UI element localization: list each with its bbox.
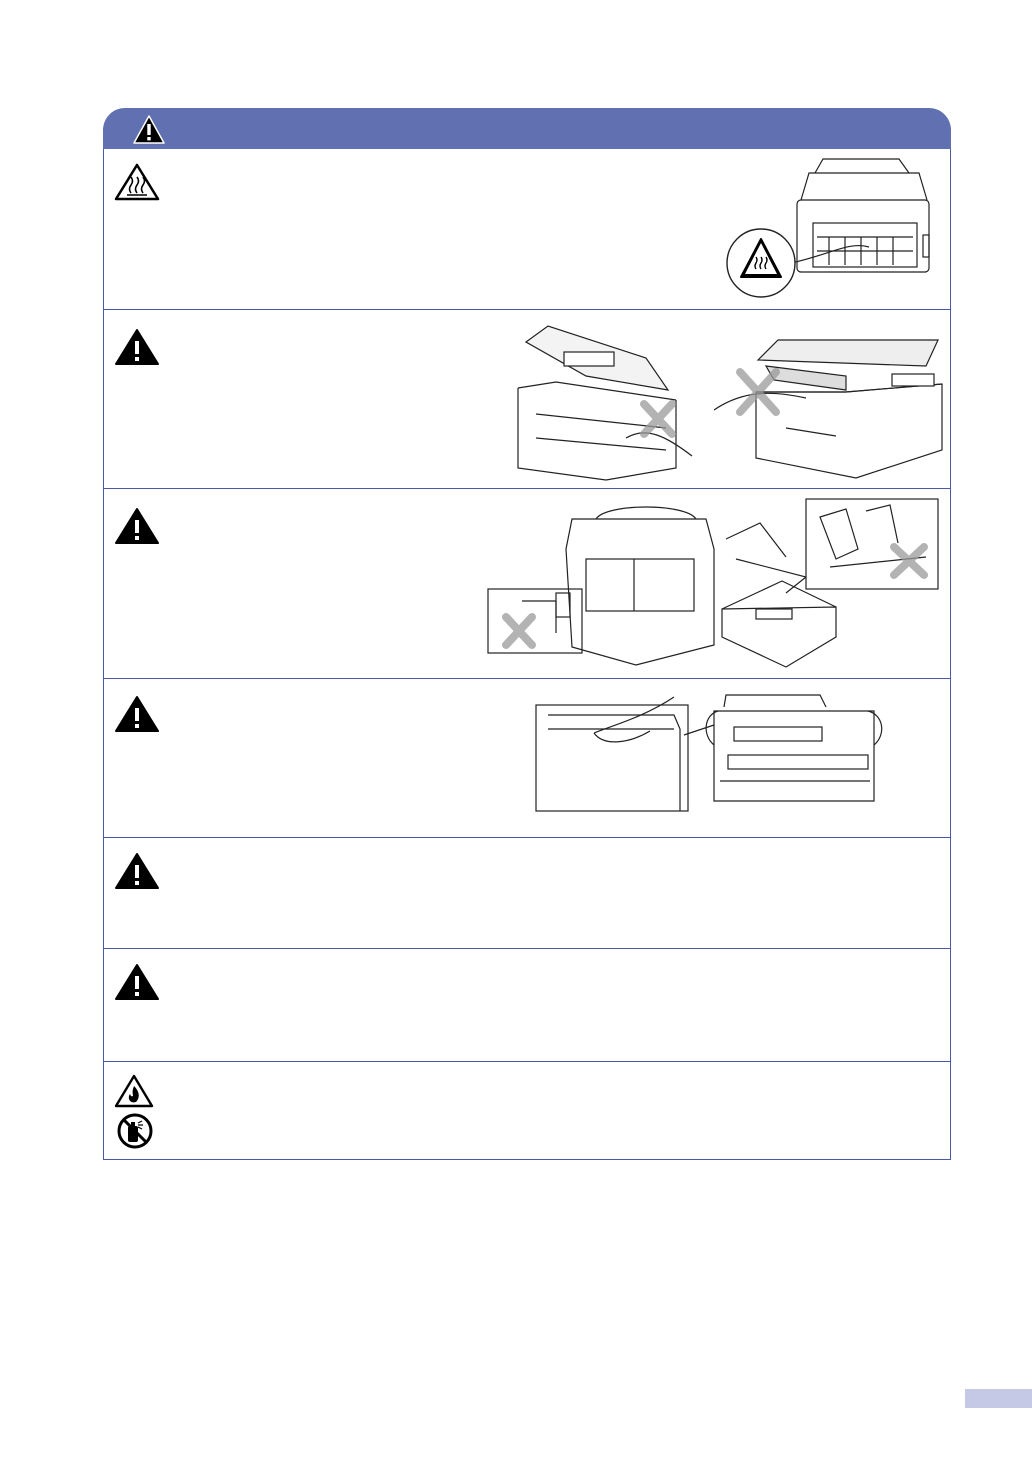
section-warning-6 (104, 949, 950, 1062)
section-fire-and-spray (104, 1062, 950, 1158)
section-adf-hazard (104, 489, 950, 679)
section-hot-surface (104, 149, 950, 310)
page-number-tab (965, 1389, 1032, 1408)
scanner-cover-pinch-illustration (496, 318, 946, 484)
warning-icon (133, 115, 165, 144)
no-spray-icon (116, 1112, 154, 1150)
warning-header-bar (103, 108, 951, 150)
warning-icon (114, 963, 160, 1001)
warning-panel (103, 149, 951, 1160)
adf-and-rear-hazard-illustration (486, 497, 942, 673)
printer-rear-hot-fuser-illustration (719, 155, 949, 303)
flammable-icon (114, 1074, 154, 1108)
hot-surface-icon (114, 163, 160, 201)
warning-icon (114, 695, 160, 733)
warning-icon (114, 852, 160, 890)
lifting-handholds-illustration (534, 685, 896, 831)
section-carry-by-handholds (104, 679, 950, 838)
warning-icon (114, 507, 160, 545)
safety-warning-box (103, 108, 951, 1160)
warning-icon (114, 328, 160, 366)
section-pinch-scanner-cover (104, 310, 950, 489)
section-warning-5 (104, 838, 950, 949)
